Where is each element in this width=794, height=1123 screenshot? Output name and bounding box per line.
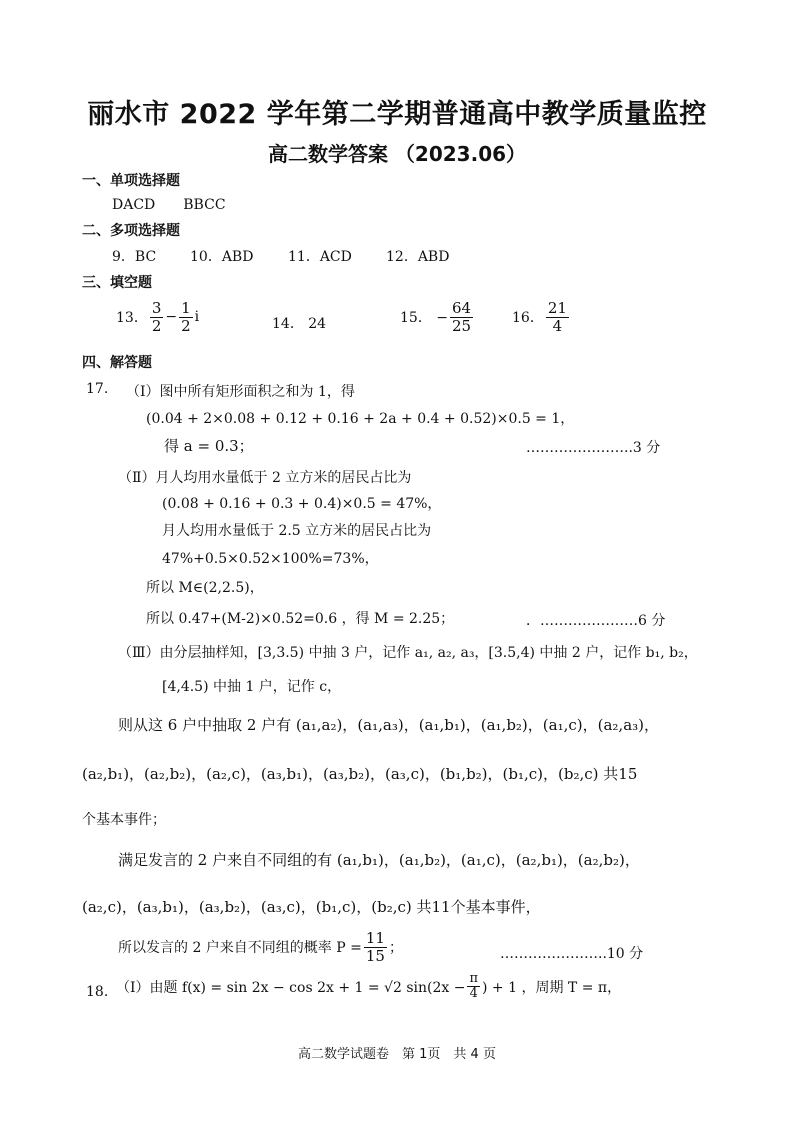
q17-part3-line6: 满足发言的 2 户来自不同组的有 (a₁,b₁)，(a₁,b₂)，(a₁,c)，(a₂,b₁)，(a₂,b₂)， bbox=[118, 851, 640, 869]
q15-fraction bbox=[450, 300, 473, 334]
q18-line1-a: （Ⅰ）由题 f(x) = sin 2x − cos 2x + 1 = √2 sin(2x − bbox=[116, 979, 466, 996]
q13-label: 13． bbox=[116, 310, 148, 326]
q17-part3-score: …………………..10 分 bbox=[500, 946, 644, 962]
q17-part1-result: 得 a = 0.3； bbox=[164, 437, 254, 455]
q16-label: 16． bbox=[512, 310, 544, 326]
q17-part2-intro: （Ⅱ）月人均用水量低于 2 立方米的居民占比为 bbox=[118, 470, 412, 486]
q17-part2-equation2: 47%+0.5×0.52×100%=73%， bbox=[162, 551, 379, 567]
q13-b-den: 2 bbox=[181, 316, 191, 335]
q18-pi-den: 4 bbox=[469, 986, 478, 1002]
q17-prob-num: 11 bbox=[365, 929, 385, 947]
q17-probability-fraction bbox=[364, 930, 387, 964]
section-heading-fill-blank: 三、填空题 bbox=[82, 275, 152, 291]
fill-answer-16 bbox=[512, 300, 571, 334]
q15-label: 15． − bbox=[400, 310, 448, 326]
q18-pi-num: π bbox=[469, 971, 478, 986]
q17-part2-equation1: (0.08 + 0.16 + 0.3 + 0.4)×0.5 = 47%， bbox=[162, 496, 442, 512]
q17-part1-equation: (0.04 + 2×0.08 + 0.12 + 0.16 + 2a + 0.4 + 0.52)×0.5 = 1， bbox=[146, 411, 575, 427]
multi-answer-12: 12．ABD bbox=[386, 249, 450, 265]
q18-number: 18. bbox=[86, 984, 109, 1000]
page-footer: 高二数学试题卷 第 1页 共 4 页 bbox=[298, 1047, 496, 1062]
multi-answer-10: 10．ABD bbox=[190, 249, 254, 265]
q17-probability-label: 所以发言的 2 户来自不同组的概率 P = bbox=[118, 940, 362, 956]
section-heading-single-choice: 一、单项选择题 bbox=[82, 173, 180, 189]
q17-prob-semicolon: ； bbox=[388, 940, 403, 956]
q16-den: 4 bbox=[552, 316, 563, 335]
q13-operator: − bbox=[165, 309, 178, 325]
q17-part3-line2: [4,4.5) 中抽 1 户，记作 c， bbox=[162, 679, 342, 695]
q13-fraction-b bbox=[179, 300, 193, 334]
q17-part2-line3: 所以 M∈(2,2.5)， bbox=[146, 580, 264, 596]
page-title: 丽水市 2022 学年第二学期普通高中教学质量监控 bbox=[87, 99, 707, 130]
q18-line1-b: ) + 1 ，周期 T = π， bbox=[482, 979, 622, 996]
q15-den: 25 bbox=[452, 316, 472, 335]
q17-part3-line4: (a₂,b₁)，(a₂,b₂)，(a₂,c)，(a₃,b₁)，(a₃,b₂)，(a₃,c)，(b₁,b₂)，(b₁,c)，(b₂,c) 共15 bbox=[82, 765, 638, 783]
q13-suffix: i bbox=[194, 309, 200, 325]
q17-prob-den: 15 bbox=[365, 946, 385, 965]
q16-num: 21 bbox=[547, 299, 567, 317]
single-choice-answers: DACD BBCC bbox=[112, 197, 226, 213]
fill-answer-14: 14． 24 bbox=[272, 316, 327, 332]
q16-fraction bbox=[546, 300, 569, 334]
section-heading-solutions: 四、解答题 bbox=[82, 355, 152, 371]
section-heading-multi-choice: 二、多项选择题 bbox=[82, 223, 180, 239]
q17-part3-line8 bbox=[118, 930, 403, 964]
fill-answer-13 bbox=[116, 300, 199, 334]
q13-a-den: 2 bbox=[151, 316, 162, 335]
q13-b-num: 1 bbox=[181, 299, 191, 317]
q18-pi-fraction bbox=[467, 972, 480, 1002]
q17-part3-line7: (a₂,c)，(a₃,b₁)，(a₃,b₂)，(a₃,c)，(b₁,c)，(b₂,c) 共11个基本事件， bbox=[82, 898, 541, 916]
q17-part1-intro: （Ⅰ）图中所有矩形面积之和为 1，得 bbox=[126, 384, 355, 400]
page-subtitle: 高二数学答案 （2023.06） bbox=[267, 142, 527, 166]
q17-part3-line1: （Ⅲ）由分层抽样知，[3,3.5) 中抽 3 户，记作 a₁, a₂, a₃，[3.5,4) 中抽 2 户，记作 b₁, b₂， bbox=[118, 645, 698, 661]
q17-number: 17. bbox=[86, 381, 109, 397]
q17-part2-line4: 所以 0.47+(M-2)×0.52=0.6 ，得 M = 2.25； bbox=[146, 611, 455, 627]
q15-num: 64 bbox=[452, 299, 472, 317]
q17-part1-score: …………………..3 分 bbox=[526, 440, 661, 456]
q17-part3-line5: 个基本事件； bbox=[82, 812, 166, 828]
q17-part2-line2: 月人均用水量低于 2.5 立方米的居民占比为 bbox=[162, 523, 432, 539]
multi-answer-9: 9．BC bbox=[112, 249, 157, 265]
q13-a-num: 3 bbox=[151, 299, 162, 317]
q13-fraction-a bbox=[150, 300, 164, 334]
fill-answer-15 bbox=[400, 300, 475, 334]
q17-part3-line3: 则从这 6 户中抽取 2 户有 (a₁,a₂)，(a₁,a₃)，(a₁,b₁)，(a₁,b₂)，(a₁,c)，(a₂,a₃)， bbox=[118, 716, 659, 734]
multi-answer-11: 11．ACD bbox=[288, 249, 352, 265]
q18-line1 bbox=[116, 972, 621, 1002]
q17-part2-score: ．…………………6 分 bbox=[526, 613, 666, 629]
